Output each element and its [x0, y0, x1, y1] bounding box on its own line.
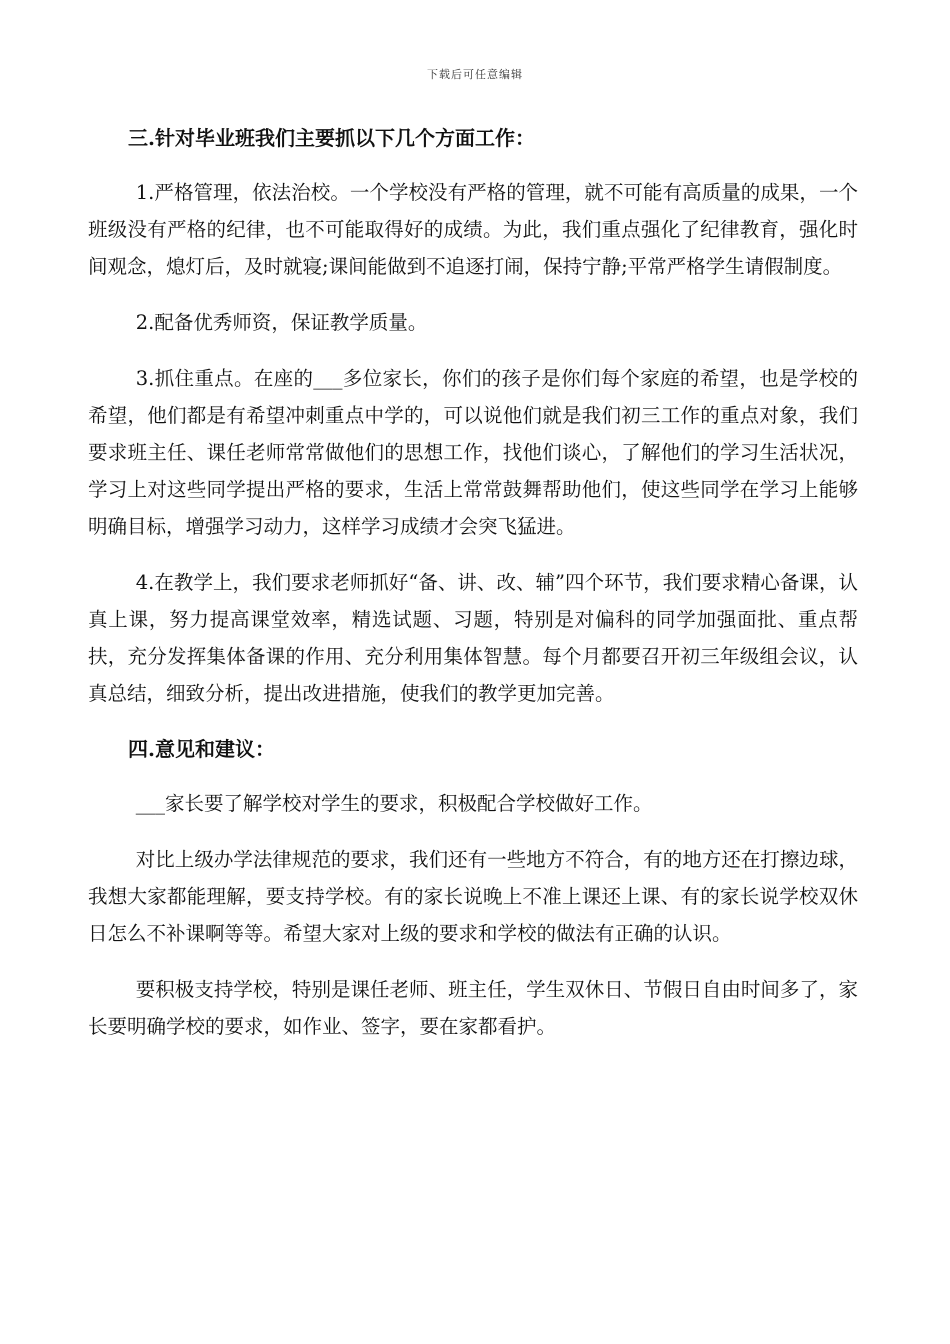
paragraph-strict-management: 1.严格管理，依法治校。一个学校没有严格的管理，就不可能有高质量的成果，一个班级没有严格的纪律，也不可能取得好的成绩。为此，我们重点强化了纪律教育，强化时间观念，熄灯后，及时就寝;课间能做到不追逐打闹，保持宁静;平常严格学生请假制度。 — [88, 181, 858, 278]
section-four-title: 四.意见和建议： — [128, 737, 275, 761]
paragraph-parent-cooperation: ___家长要了解学校对学生的要求，积极配合学校做好工作。 — [135, 792, 653, 815]
paragraph-teacher-staffing: 2.配备优秀师资，保证教学质量。 — [135, 311, 428, 334]
paragraph-teaching-process: 4.在教学上，我们要求老师抓好“备、讲、改、辅”四个环节，我们要求精心备课，认真上课，努力提高课堂效率，精选试题、习题，特别是对偏科的同学加强面批、重点帮扶，充分发挥集体备课的作用、充分利用集体智慧。每个月都要召开初三年级组会议，认真总结，细致分析，提出改进措施，使我们的教学更加完善。 — [88, 571, 858, 705]
paragraph-regulations: 对比上级办学法律规范的要求，我们还有一些地方不符合，有的地方还在打擦边球，我想大家都能理解，要支持学校。有的家长说晚上不准上课还上课、有的家长说学校双休日怎么不补课啊等等。希望大家对上级的要求和学校的做法有正确的认识。 — [88, 848, 858, 945]
paragraph-focus-key-students: 3.抓住重点。在座的___多位家长，你们的孩子是你们每个家庭的希望，也是学校的希望，他们都是有希望冲刺重点中学的，可以说他们就是我们初三工作的重点对象，我们要求班主任、课任老师常常做他们的思想工作，找他们谈心，了解他们的学习生活状况，学习上对这些同学提出严格的要求，生活上常常鼓舞帮助他们，使这些同学在学习上能够明确目标，增强学习动力，这样学习成绩才会突飞猛进。 — [88, 367, 858, 538]
page-header-note: 下载后可任意编辑 — [427, 68, 523, 81]
document-body — [88, 120, 858, 1045]
section-three-title: 三.针对毕业班我们主要抓以下几个方面工作： — [128, 126, 535, 150]
paragraph-support-school: 要积极支持学校，特别是课任老师、班主任，学生双休日、节假日自由时间多了，家长要明确学校的要求，如作业、签字，要在家都看护。 — [88, 978, 858, 1038]
